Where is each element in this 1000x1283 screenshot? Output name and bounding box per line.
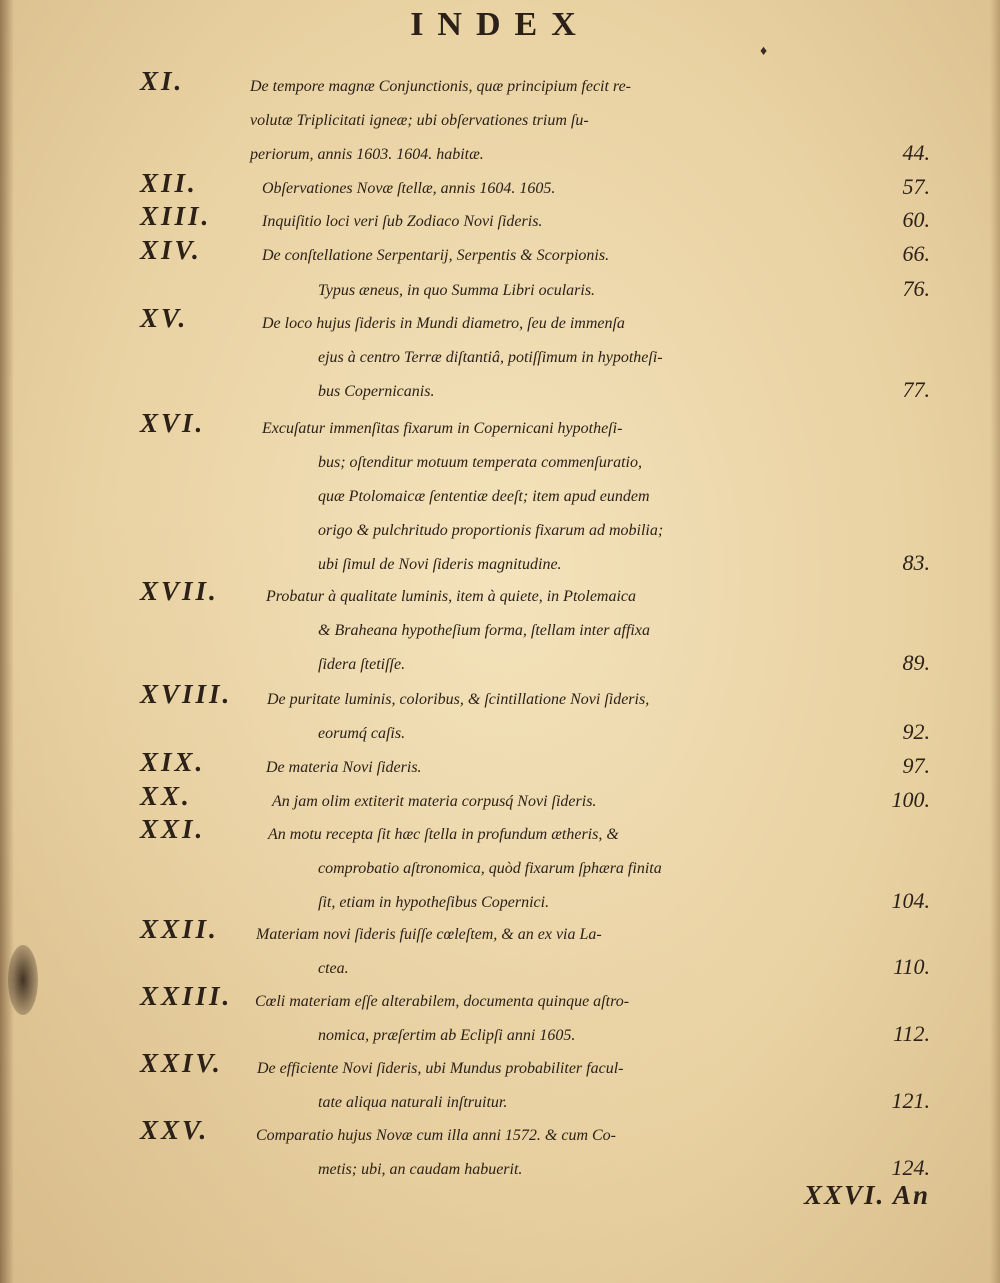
ornament-mark: ♦ bbox=[760, 44, 768, 59]
chapter-title-line: An motu recepta ſit hæc ſtella in profundum ætheris, & bbox=[268, 826, 619, 843]
page-number: 66. bbox=[902, 241, 930, 266]
page-number: 77. bbox=[902, 377, 930, 402]
chapter-number: XVI. bbox=[140, 408, 206, 438]
chapter-title-line: volutæ Triplicitati igneæ; ubi obſervationes trium ſu- bbox=[250, 112, 589, 129]
page-number: 57. bbox=[902, 174, 930, 199]
page-number: 100. bbox=[891, 787, 930, 812]
chapter-title-line: ſit, etiam in hypotheſibus Copernici. bbox=[318, 894, 550, 911]
chapter-title-line: metis; ubi, an caudam habuerit. bbox=[318, 1161, 523, 1178]
page-title: INDEX bbox=[410, 6, 590, 43]
chapter-title-line: eorumq́ caſis. bbox=[318, 725, 406, 742]
chapter-title-line: ctea. bbox=[318, 960, 349, 977]
chapter-title-line: De loco hujus ſideris in Mundi diametro, ſeu de immenſa bbox=[262, 315, 625, 332]
chapter-title-line: De tempore magnæ Conjunctionis, quæ principium fecit re- bbox=[250, 78, 631, 95]
chapter-number: XV. bbox=[140, 303, 189, 333]
chapter-title-line: Cœli materiam eſſe alterabilem, documenta quinque aſtro- bbox=[255, 993, 630, 1010]
page-number: 92. bbox=[902, 719, 930, 744]
chapter-number: XXV. bbox=[140, 1115, 210, 1145]
page-edge-shadow-right bbox=[990, 0, 1000, 1283]
chapter-number: XIV. bbox=[140, 235, 202, 265]
chapter-title-line: quæ Ptolomaicæ ſententiæ deeſt; item apud eundem bbox=[318, 488, 650, 505]
chapter-title-line: Typus æneus, in quo Summa Libri ocularis. bbox=[318, 282, 596, 299]
ink-stain bbox=[8, 945, 38, 1015]
chapter-number: XXII. bbox=[140, 914, 219, 944]
chapter-title-line: bus Copernicanis. bbox=[318, 383, 435, 400]
chapter-title-line: tate aliqua naturali inſtruitur. bbox=[318, 1094, 508, 1111]
page-number: 97. bbox=[902, 753, 930, 778]
chapter-title-line: De efficiente Novi ſideris, ubi Mundus probabiliter facul- bbox=[257, 1060, 624, 1077]
page-number: 104. bbox=[891, 888, 930, 913]
chapter-number: XXI. bbox=[140, 814, 206, 844]
chapter-title-line: Comparatio hujus Novæ cum illa anni 1572. & cum Co- bbox=[256, 1127, 616, 1144]
chapter-title-line: De materia Novi ſideris. bbox=[266, 759, 422, 776]
page-number: 124. bbox=[891, 1155, 930, 1180]
chapter-title-line: Inquiſitio loci veri ſub Zodiaco Novi ſideris. bbox=[262, 213, 543, 230]
chapter-number: XXIV. bbox=[140, 1048, 223, 1078]
chapter-number: XVII. bbox=[140, 576, 219, 606]
chapter-title-line: Obſervationes Novæ ſtellæ, annis 1604. 1605. bbox=[262, 180, 556, 197]
chapter-title-line: ſidera ſtetiſſe. bbox=[318, 656, 406, 673]
chapter-number: XXIII. bbox=[140, 981, 233, 1011]
chapter-title-line: ejus à centro Terræ diſtantiâ, potiſſimum in hypotheſi- bbox=[318, 349, 663, 366]
chapter-title-line: nomica, præſertim ab Eclipſi anni 1605. bbox=[318, 1027, 576, 1044]
chapter-number: XX. bbox=[140, 781, 192, 811]
chapter-title-line: An jam olim extiterit materia corpusq́ Novi ſideris. bbox=[272, 793, 597, 810]
chapter-number: XII. bbox=[140, 168, 198, 198]
catchword: XXVI. An bbox=[803, 1180, 930, 1210]
chapter-title-line: ubi ſimul de Novi ſideris magnitudine. bbox=[318, 556, 562, 573]
chapter-title-line: & Braheana hypotheſium forma, ſtellam inter affixa bbox=[318, 622, 650, 639]
page-number: 60. bbox=[902, 207, 930, 232]
chapter-number: XIX. bbox=[140, 747, 206, 777]
page-edge-shadow bbox=[0, 0, 14, 1283]
page-number: 89. bbox=[902, 650, 930, 675]
page-number: 110. bbox=[893, 954, 930, 979]
chapter-number: XVIII. bbox=[140, 679, 233, 709]
chapter-title-line: Materiam novi ſideris fuiſſe cœleſtem, & an ex via La- bbox=[256, 926, 602, 943]
chapter-number: XI. bbox=[140, 66, 185, 96]
page-number: 112. bbox=[893, 1021, 930, 1046]
page-number: 83. bbox=[902, 550, 930, 575]
chapter-title-line: Excuſatur immenſitas fixarum in Copernicani hypotheſi- bbox=[262, 420, 623, 437]
chapter-number: XIII. bbox=[140, 201, 212, 231]
chapter-title-line: bus; oſtenditur motuum temperata commenſuratio, bbox=[318, 454, 642, 471]
chapter-title-line: De conſtellatione Serpentarij, Serpentis & Scorpionis. bbox=[262, 247, 610, 264]
chapter-title-line: comprobatio aſtronomica, quòd fixarum ſphæra finita bbox=[318, 860, 662, 877]
chapter-title-line: periorum, annis 1603. 1604. habitæ. bbox=[250, 146, 484, 163]
page-number: 44. bbox=[902, 140, 930, 165]
chapter-title-line: Probatur à qualitate luminis, item à quiete, in Ptolemaica bbox=[266, 588, 637, 605]
chapter-title-line: origo & pulchritudo proportionis fixarum ad mobilia; bbox=[318, 522, 664, 539]
page-number: 121. bbox=[891, 1088, 930, 1113]
page-number: 76. bbox=[902, 276, 930, 301]
chapter-title-line: De puritate luminis, coloribus, & ſcintillatione Novi ſideris, bbox=[267, 691, 650, 708]
